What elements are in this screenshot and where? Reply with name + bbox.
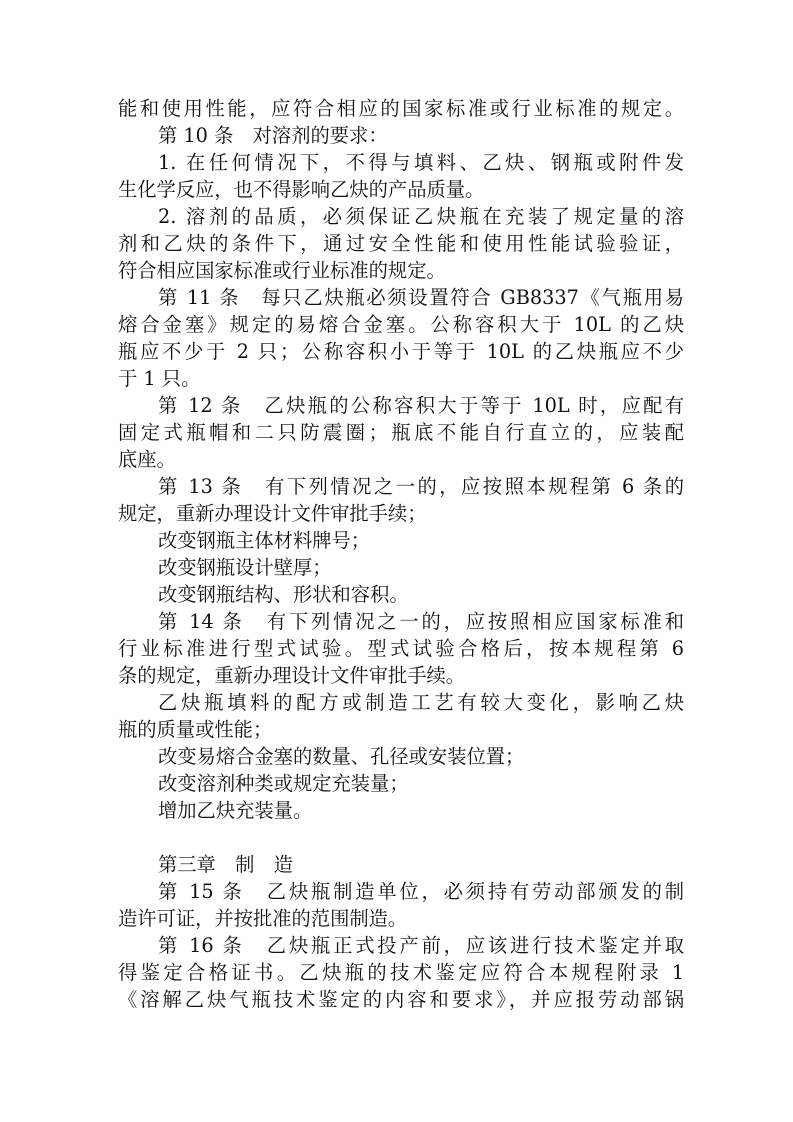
- text-line: 第三章 制 造: [158, 853, 293, 876]
- text-line: 行业标准进行型式试验。型式试验合格后，按本规程第 6: [118, 637, 684, 660]
- text-line: 能和使用性能，应符合相应的国家标准或行业标准的规定。: [118, 97, 684, 120]
- text-line: 瓶应不少于 2 只；公称容积小于等于 10L 的乙炔瓶应不少: [118, 340, 684, 363]
- text-line: 第 14 条 有下列情况之一的，应按照相应国家标准和: [158, 610, 684, 633]
- text-line: 改变溶剂种类或规定充装量；: [158, 772, 409, 795]
- text-line: 第 10 条 对溶剂的要求：: [158, 124, 388, 147]
- text-line: 第 16 条 乙炔瓶正式投产前，应该进行技术鉴定并取: [158, 934, 684, 957]
- text-line: 增加乙炔充装量。: [158, 799, 313, 822]
- text-line: 第 12 条 乙炔瓶的公称容积大于等于 10L 时，应配有: [158, 394, 684, 417]
- text-line: 熔合金塞》规定的易熔合金塞。公称容积大于 10L 的乙炔: [118, 313, 684, 336]
- text-line: 改变钢瓶设计壁厚；: [158, 556, 332, 579]
- text-line: 条的规定，重新办理设计文件审批手续。: [118, 664, 466, 687]
- text-line: 1. 在任何情况下，不得与填料、乙炔、钢瓶或附件发: [158, 151, 684, 174]
- text-line: 改变钢瓶结构、形状和容积。: [158, 583, 409, 606]
- text-line: 造许可证，并按批准的范围制造。: [118, 907, 408, 930]
- text-line: 改变易熔合金塞的数量、孔径或安装位置；: [158, 745, 525, 768]
- text-line: 得鉴定合格证书。乙炔瓶的技术鉴定应符合本规程附录 1: [118, 961, 684, 984]
- text-line: 改变钢瓶主体材料牌号；: [158, 529, 371, 552]
- text-line: 第 11 条 每只乙炔瓶必须设置符合 GB8337《气瓶用易: [158, 286, 684, 309]
- text-line: 规定，重新办理设计文件审批手续；: [118, 502, 427, 525]
- text-line: 瓶的质量或性能；: [118, 718, 273, 741]
- text-line: 底座。: [118, 448, 176, 471]
- text-line: 符合相应国家标准或行业标准的规定。: [118, 259, 446, 282]
- text-line: 第 13 条 有下列情况之一的，应按照本规程第 6 条的: [158, 475, 684, 498]
- text-line: 乙炔瓶填料的配方或制造工艺有较大变化，影响乙炔: [158, 691, 684, 714]
- text-line: 固定式瓶帽和二只防震圈；瓶底不能自行直立的，应装配: [118, 421, 684, 444]
- text-line: 生化学反应，也不得影响乙炔的产品质量。: [118, 178, 485, 201]
- text-line: 2. 溶剂的品质，必须保证乙炔瓶在充装了规定量的溶: [158, 205, 684, 228]
- text-line: 于 1 只。: [118, 367, 201, 390]
- text-line: 《溶解乙炔气瓶技术鉴定的内容和要求》，并应报劳动部锅: [118, 988, 684, 1011]
- text-line: 剂和乙炔的条件下，通过安全性能和使用性能试验验证，: [118, 232, 684, 255]
- text-line: 第 15 条 乙炔瓶制造单位，必须持有劳动部颁发的制: [158, 880, 684, 903]
